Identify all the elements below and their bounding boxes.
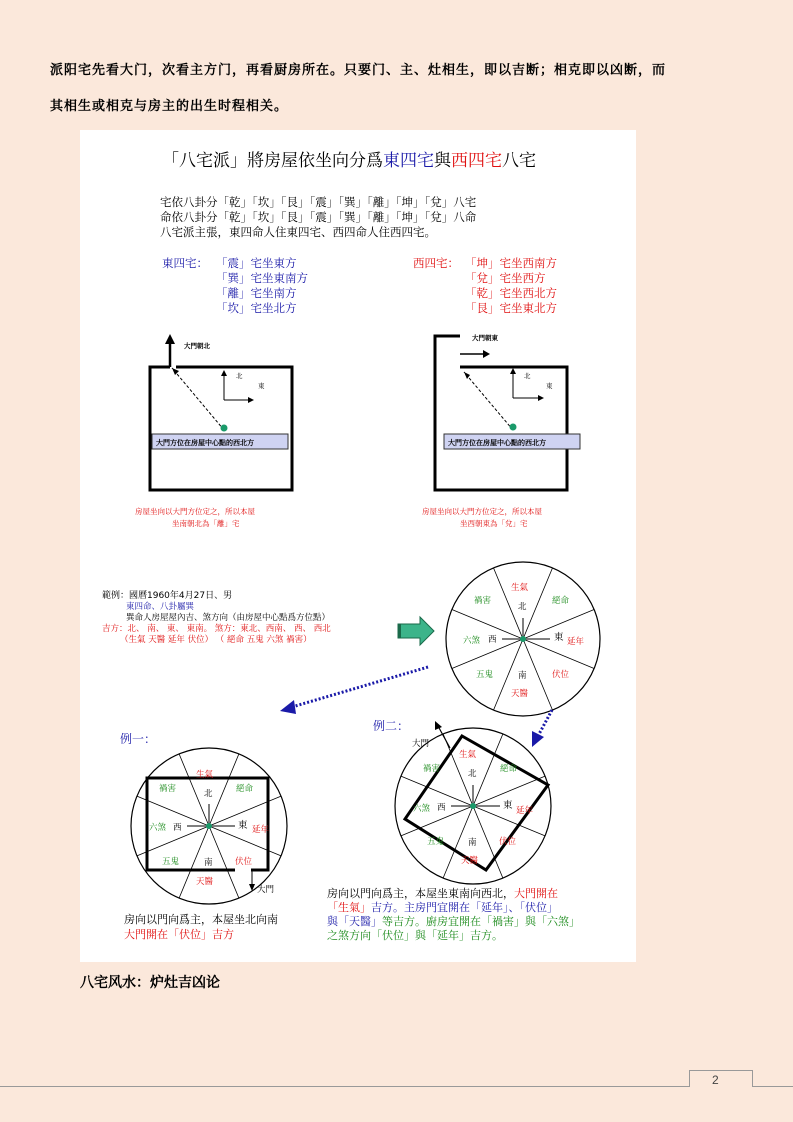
ex2-south: 南 xyxy=(468,838,477,848)
example-line-5: （生氣 天醫 延年 伏位） （ 絕命 五鬼 六煞 禍害） xyxy=(120,635,312,645)
bazhai-figure xyxy=(80,130,636,962)
left-east-label: 東 xyxy=(258,382,265,390)
section-title: 八宅风水：炉灶吉凶论 xyxy=(80,975,220,991)
ex2-east: 東 xyxy=(503,800,513,811)
intro-line-1: 派阳宅先看大门，次看主方门，再看厨房所在。只要门、主、灶相生，即以吉断；相克即以凶断，而 xyxy=(50,63,667,78)
ex1-west: 西 xyxy=(173,823,182,833)
right-caption-1: 房屋坐向以大門方位定之，所以本屋 xyxy=(422,507,542,516)
ex2-door-label: 大門 xyxy=(412,739,430,749)
ex2-tianyi: 天醫 xyxy=(461,856,479,866)
right-house-wall xyxy=(435,336,567,490)
ex2-center xyxy=(470,803,476,809)
wheel-west: 西 xyxy=(488,635,497,645)
right-north-arrowhead xyxy=(510,368,516,374)
ex2-west: 西 xyxy=(437,803,446,813)
left-north-arrowhead xyxy=(221,370,227,376)
wheel-jueming: 絕命 xyxy=(552,596,570,606)
example-line-2: 東四命、八卦屬巽 xyxy=(126,602,195,612)
ex2-north: 北 xyxy=(468,769,477,779)
left-door-label: 大門朝北 xyxy=(184,342,210,350)
ex1-center xyxy=(206,823,212,829)
ex1-door-label: 大門 xyxy=(257,885,275,895)
compass-wheel-ex1 xyxy=(131,748,287,904)
ex2-caption-4: 之煞方向「伏位」與「延年」吉方。 xyxy=(327,929,503,942)
left-center-point xyxy=(221,425,228,432)
ex2-liusha: 六煞 xyxy=(413,804,431,814)
figure-title: 「八宅派」將房屋依坐向分爲東四宅與西四宅八宅 xyxy=(162,151,536,171)
wheel-yannian: 延年 xyxy=(567,637,585,647)
footer-divider xyxy=(0,1086,793,1087)
right-dashed-arrowhead xyxy=(464,372,470,379)
dotted-arrow-left-head xyxy=(280,700,296,714)
ex1-caption-2: 大門開在「伏位」吉方 xyxy=(124,928,234,941)
ex2-jueming: 絕命 xyxy=(500,764,518,774)
west-item: 「乾」宅坐西北方 xyxy=(465,286,557,300)
ex2-yannian: 延年 xyxy=(516,806,534,816)
ex2-caption-3: 與「天醫」等吉方。廚房宜開在「禍害」與「六煞」 xyxy=(327,915,580,928)
ex2-huohai: 禍害 xyxy=(423,764,441,774)
ex1-huohai: 禍害 xyxy=(159,784,177,794)
page-number: 2 xyxy=(712,1073,719,1087)
right-east-label: 東 xyxy=(546,382,553,390)
left-door-arrowhead xyxy=(165,334,175,344)
left-east-arrowhead xyxy=(248,397,254,403)
ex2-caption-1: 房向以門向爲主，本屋坐東南向西北，大門開在 xyxy=(327,887,558,900)
life-trigrams: 命依八卦分「乾」「坎」「艮」「震」「巽」「離」「坤」「兌」八命 xyxy=(160,210,477,224)
dotted-arrow-right-head xyxy=(532,731,544,747)
east-item: 「離」宅坐南方 xyxy=(216,286,297,300)
wheel-shengqi: 生氣 xyxy=(511,583,529,593)
ex2-wugui: 五鬼 xyxy=(427,837,445,847)
left-house-diagram xyxy=(135,334,292,528)
intro-line-2: 其相生或相克与房主的出生时程相关。 xyxy=(50,99,289,114)
green-arrow-tail xyxy=(398,624,401,638)
house-trigrams: 宅依八卦分「乾」「坎」「艮」「震」「巽」「離」「坤」「兌」八宅 xyxy=(160,195,477,209)
claim-text: 八宅派主張，東四命人住東四宅、西四命人住西四宅。 xyxy=(160,225,436,239)
example-line-4: 吉方：北、 南、 東、 東南。 煞方：東北、西南、 西、 西北 xyxy=(102,624,331,634)
left-dashed-arrowhead xyxy=(172,368,179,375)
wheel-south: 南 xyxy=(518,671,527,681)
dotted-arrow-left xyxy=(292,667,428,707)
ex1-label: 例一： xyxy=(120,732,157,746)
wheel-tianyi: 天醫 xyxy=(511,689,529,699)
wheel-liusha: 六煞 xyxy=(463,636,481,646)
right-door-label: 大門朝東 xyxy=(472,334,498,342)
wheel-huohai: 禍害 xyxy=(474,596,492,606)
ex2-caption-2: 「生氣」吉方。主房門宜開在「延年」、「伏位」 xyxy=(327,901,558,914)
ex1-south: 南 xyxy=(204,858,213,868)
wheel-center xyxy=(520,636,526,642)
ex1-jueming: 絕命 xyxy=(236,784,254,794)
right-door-arrowhead xyxy=(483,350,490,358)
ex2-shengqi: 生氣 xyxy=(459,750,477,760)
left-north-label: 北 xyxy=(236,372,243,380)
ex1-tianyi: 天醫 xyxy=(196,877,214,887)
right-east-arrowhead xyxy=(538,395,544,401)
bazhai-diagram xyxy=(80,130,636,962)
ex1-wugui: 五鬼 xyxy=(162,857,180,867)
west-item: 「坤」宅坐西南方 xyxy=(465,256,557,270)
ex1-north: 北 xyxy=(204,789,213,799)
ex1-yannian: 延年 xyxy=(252,825,270,835)
right-center-point xyxy=(510,424,517,431)
wheel-north: 北 xyxy=(518,602,527,612)
left-info-text: 大門方位在房屋中心點的西北方 xyxy=(156,439,254,447)
example-line-3: 巽命人房屋屋內吉、煞方向（由房屋中心點爲方位點） xyxy=(126,613,331,623)
west-item: 「艮」宅坐東北方 xyxy=(465,301,557,315)
ex1-caption-1: 房向以門向爲主，本屋坐北向南 xyxy=(124,913,278,926)
ex1-east: 東 xyxy=(238,820,248,831)
left-dashed-line xyxy=(172,368,224,430)
left-caption-2: 坐南朝北為「離」宅 xyxy=(172,519,240,528)
east-item: 「震」宅坐東方 xyxy=(216,256,297,270)
compass-wheel-main xyxy=(446,562,600,716)
green-arrow xyxy=(398,617,434,645)
page-number-box xyxy=(689,1070,753,1087)
example-line-1: 範例：國曆1960年4月27日、男 xyxy=(102,591,233,601)
east-item: 「坎」宅坐北方 xyxy=(216,301,297,315)
west-label: 西四宅： xyxy=(413,256,459,270)
ex2-label: 例二： xyxy=(373,719,410,733)
ex1-fuwei: 伏位 xyxy=(235,857,253,867)
left-caption-1: 房屋坐向以大門方位定之，所以本屋 xyxy=(135,507,255,516)
east-label: 東四宅： xyxy=(162,256,208,270)
east-item: 「巽」宅坐東南方 xyxy=(216,271,308,285)
ex2-fuwei: 伏位 xyxy=(499,837,517,847)
wheel-wugui: 五鬼 xyxy=(476,670,494,680)
ex2-door-arrowhead xyxy=(435,721,442,730)
right-house-diagram xyxy=(422,333,580,528)
right-north-label: 北 xyxy=(524,372,531,380)
wheel-fuwei: 伏位 xyxy=(552,670,570,680)
right-caption-2: 坐西朝東為「兌」宅 xyxy=(460,519,528,528)
wheel-east: 東 xyxy=(554,632,564,643)
ex1-shengqi: 生氣 xyxy=(196,770,214,780)
right-dashed-line xyxy=(464,372,513,430)
right-info-text: 大門方位在房屋中心點的西北方 xyxy=(448,439,546,447)
compass-wheel-ex2 xyxy=(395,721,551,884)
ex1-liusha: 六煞 xyxy=(149,823,167,833)
west-item: 「兌」宅坐西方 xyxy=(465,271,546,285)
